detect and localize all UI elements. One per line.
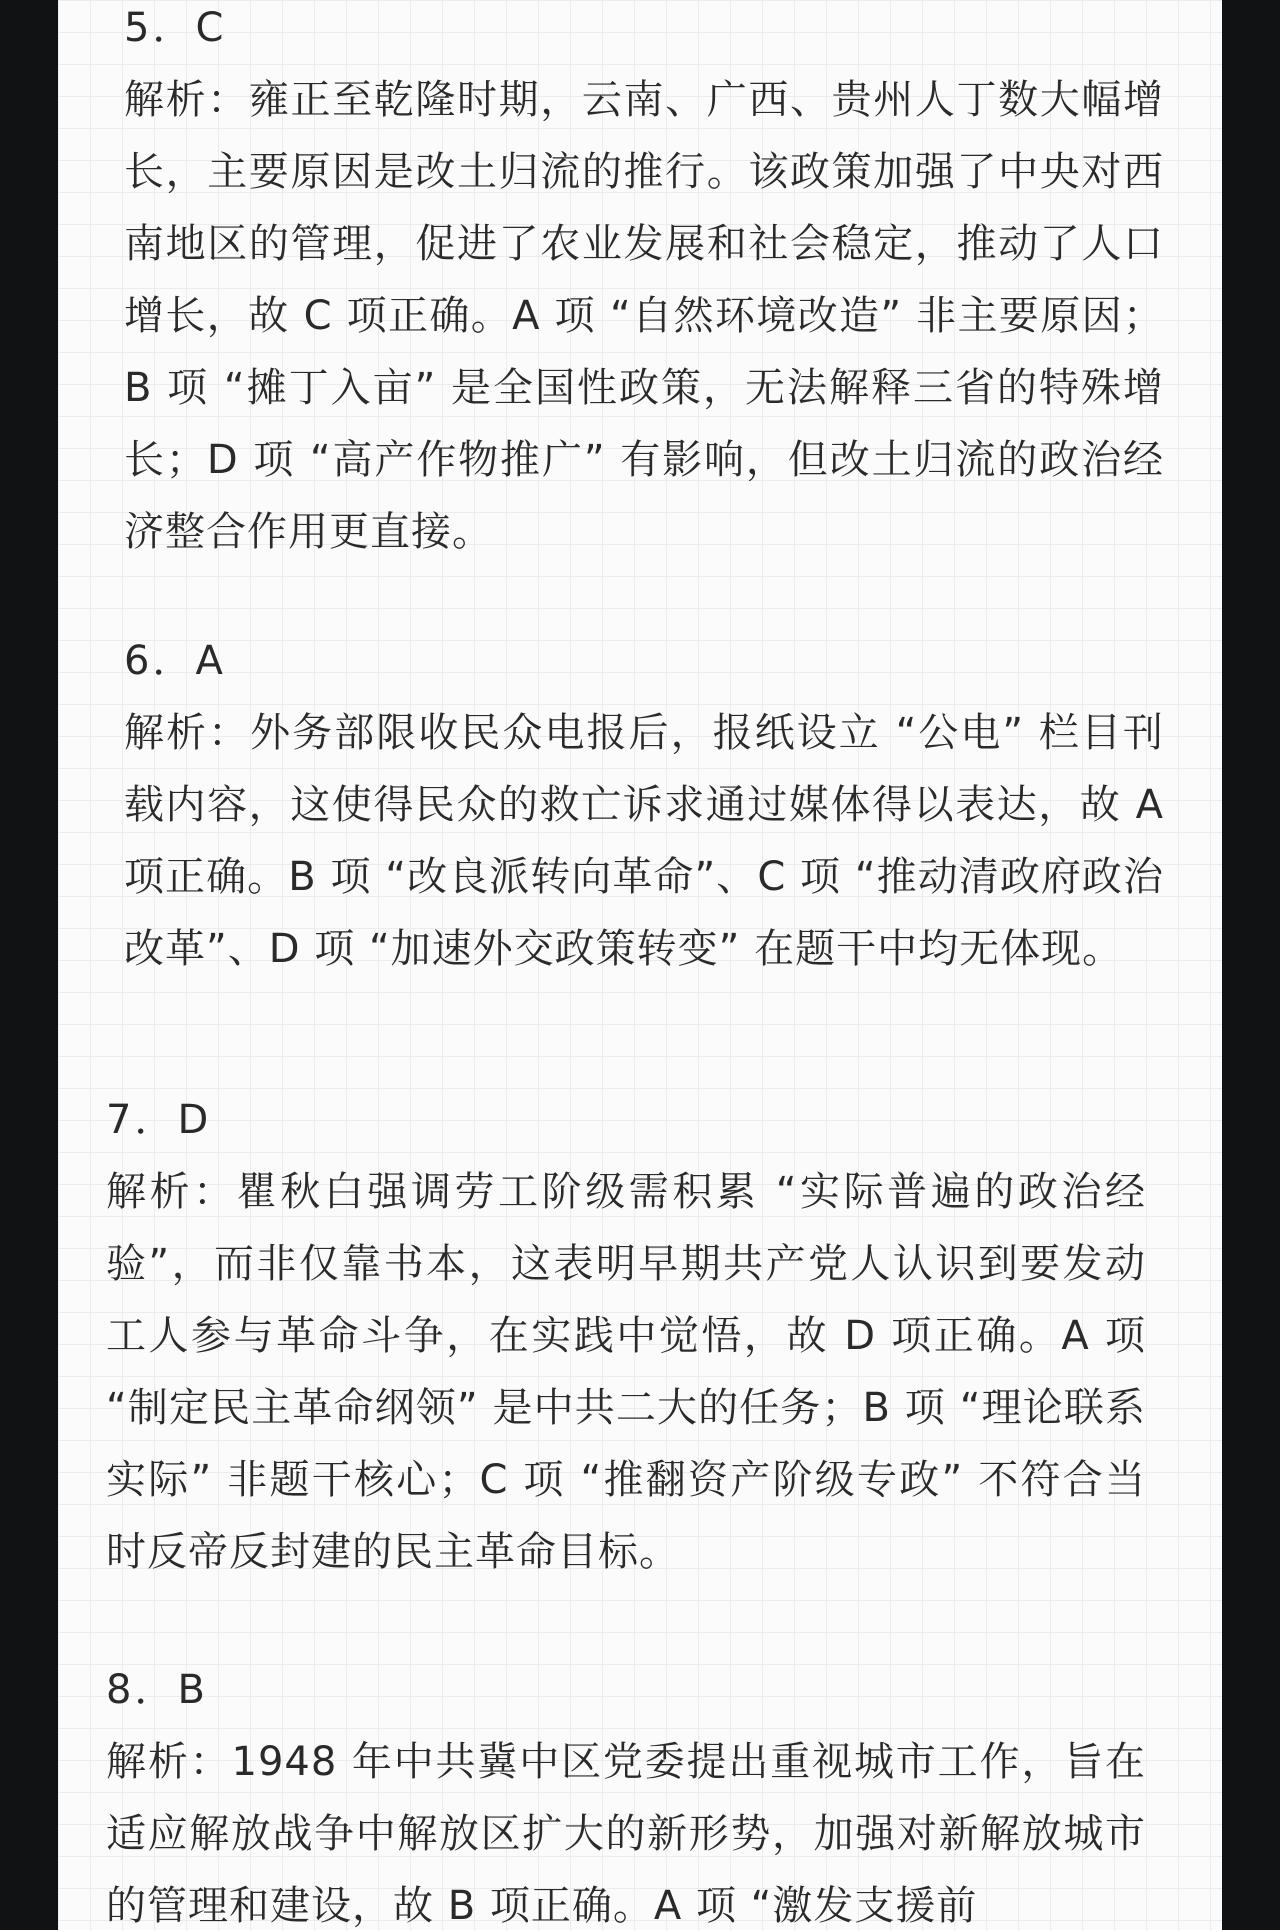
answer-explanation: 解析：瞿秋白强调劳工阶级需积累 “实际普遍的政治经验”，而非仅靠书本，这表明早期共产党人认识到要发动工人参与革命斗争，在实践中觉悟，故 D 项正确。A 项 “制定民主革命纲领” 是中共二大的任务；B 项 “理论联系实际” 非题干核心；C 项 “推翻资产阶级专政” 不符合当时反帝反封建的民主革命目标。 <box>106 1169 1146 1575</box>
answer-block-5 <box>124 0 1164 568</box>
answer-heading: 8．B <box>106 1667 208 1713</box>
answer-block-6 <box>124 625 1164 985</box>
answer-block-8 <box>106 1654 1146 1930</box>
answer-explanation: 解析：雍正至乾隆时期，云南、广西、贵州人丁数大幅增长，主要原因是改土归流的推行。该政策加强了中央对西南地区的管理，促进了农业发展和社会稳定，推动了人口增长，故 C 项正确。A 项 “自然环境改造” 非主要原因；B 项 “摊丁入亩” 是全国性政策，无法解释三省的特殊增长；D 项 “高产作物推广” 有影响，但改土归流的政治经济整合作用更直接。 <box>124 77 1164 555</box>
answer-heading: 6．A <box>124 638 226 684</box>
answer-explanation: 解析：外务部限收民众电报后，报纸设立 “公电” 栏目刊载内容，这使得民众的救亡诉求通过媒体得以表达，故 A 项正确。B 项 “改良派转向革命”、C 项 “推动清政府政治改革”、D 项 “加速外交政策转变” 在题干中均无体现。 <box>124 710 1164 972</box>
answer-explanation: 解析：1948 年中共冀中区党委提出重视城市工作，旨在适应解放战争中解放区扩大的新形势，加强对新解放城市的管理和建设，故 B 项正确。A 项 “激发支援前 <box>106 1739 1146 1929</box>
answer-block-7 <box>106 1084 1146 1588</box>
document-page <box>58 0 1222 1930</box>
answer-heading: 7．D <box>106 1097 212 1143</box>
answer-heading: 5．C <box>124 5 227 51</box>
